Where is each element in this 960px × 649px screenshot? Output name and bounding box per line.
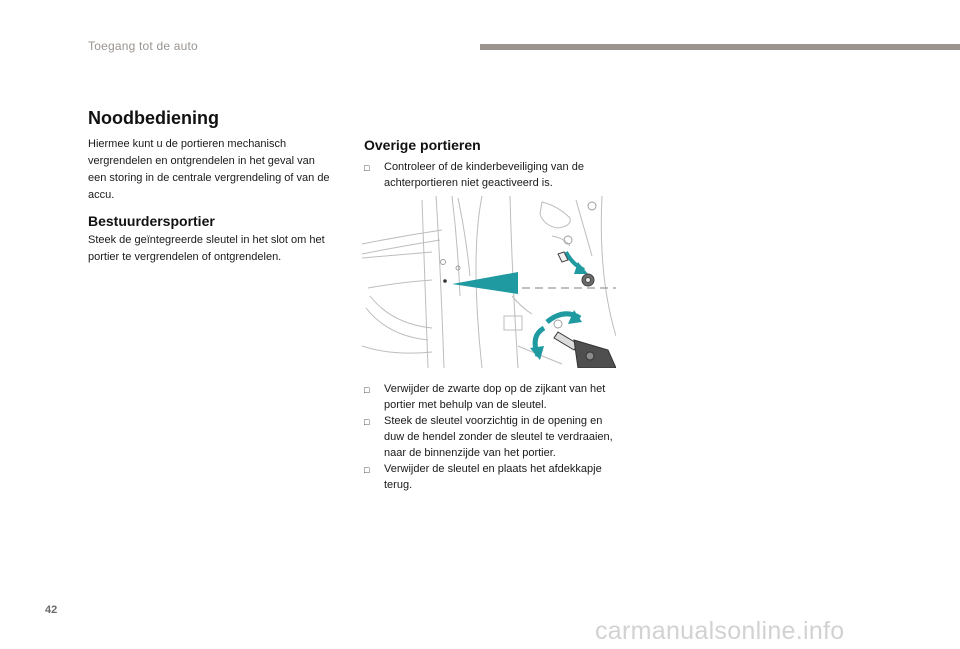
list-item: □ Steek de sleutel voorzichtig in de opening en duw de hendel zonder de sleutel te verdraaien, naar de binnenzijde van het portier.	[364, 415, 613, 459]
bullet-list-top	[364, 159, 614, 191]
header-bar	[480, 44, 960, 50]
driver-door-text: Steek de geïntegreerde sleutel in het slot om het portier te vergrendelen of ontgrendelen.	[88, 234, 325, 263]
intro-text: Hiermee kunt u de portieren mechanisch vergrendelen en ontgrendelen in het geval van een storing in de centrale vergrendeling of van de accu.	[88, 138, 330, 201]
list-item: □ Controleer of de kinderbeveiliging van de achterportieren niet geactiveerd is.	[364, 161, 584, 189]
list-item: □ Verwijder de zwarte dop op de zijkant van het portier met behulp van de sleutel.	[364, 383, 606, 411]
section-title: Toegang tot de auto	[88, 39, 198, 53]
driver-door-heading: Bestuurdersportier	[88, 213, 215, 229]
page-title: Noodbediening	[88, 108, 219, 128]
watermark: carmanualsonline.info	[595, 617, 845, 645]
other-doors-heading: Overige portieren	[364, 137, 481, 153]
door-lock-illustration	[362, 196, 616, 368]
square-bullet-icon: □	[364, 417, 370, 427]
bullet-list-bottom	[364, 381, 614, 493]
page-number: 42	[45, 604, 58, 616]
square-bullet-icon: □	[364, 163, 370, 173]
list-item: □ Verwijder de sleutel en plaats het afdekkapje terug.	[364, 463, 602, 491]
square-bullet-icon: □	[364, 385, 370, 395]
square-bullet-icon: □	[364, 465, 370, 475]
